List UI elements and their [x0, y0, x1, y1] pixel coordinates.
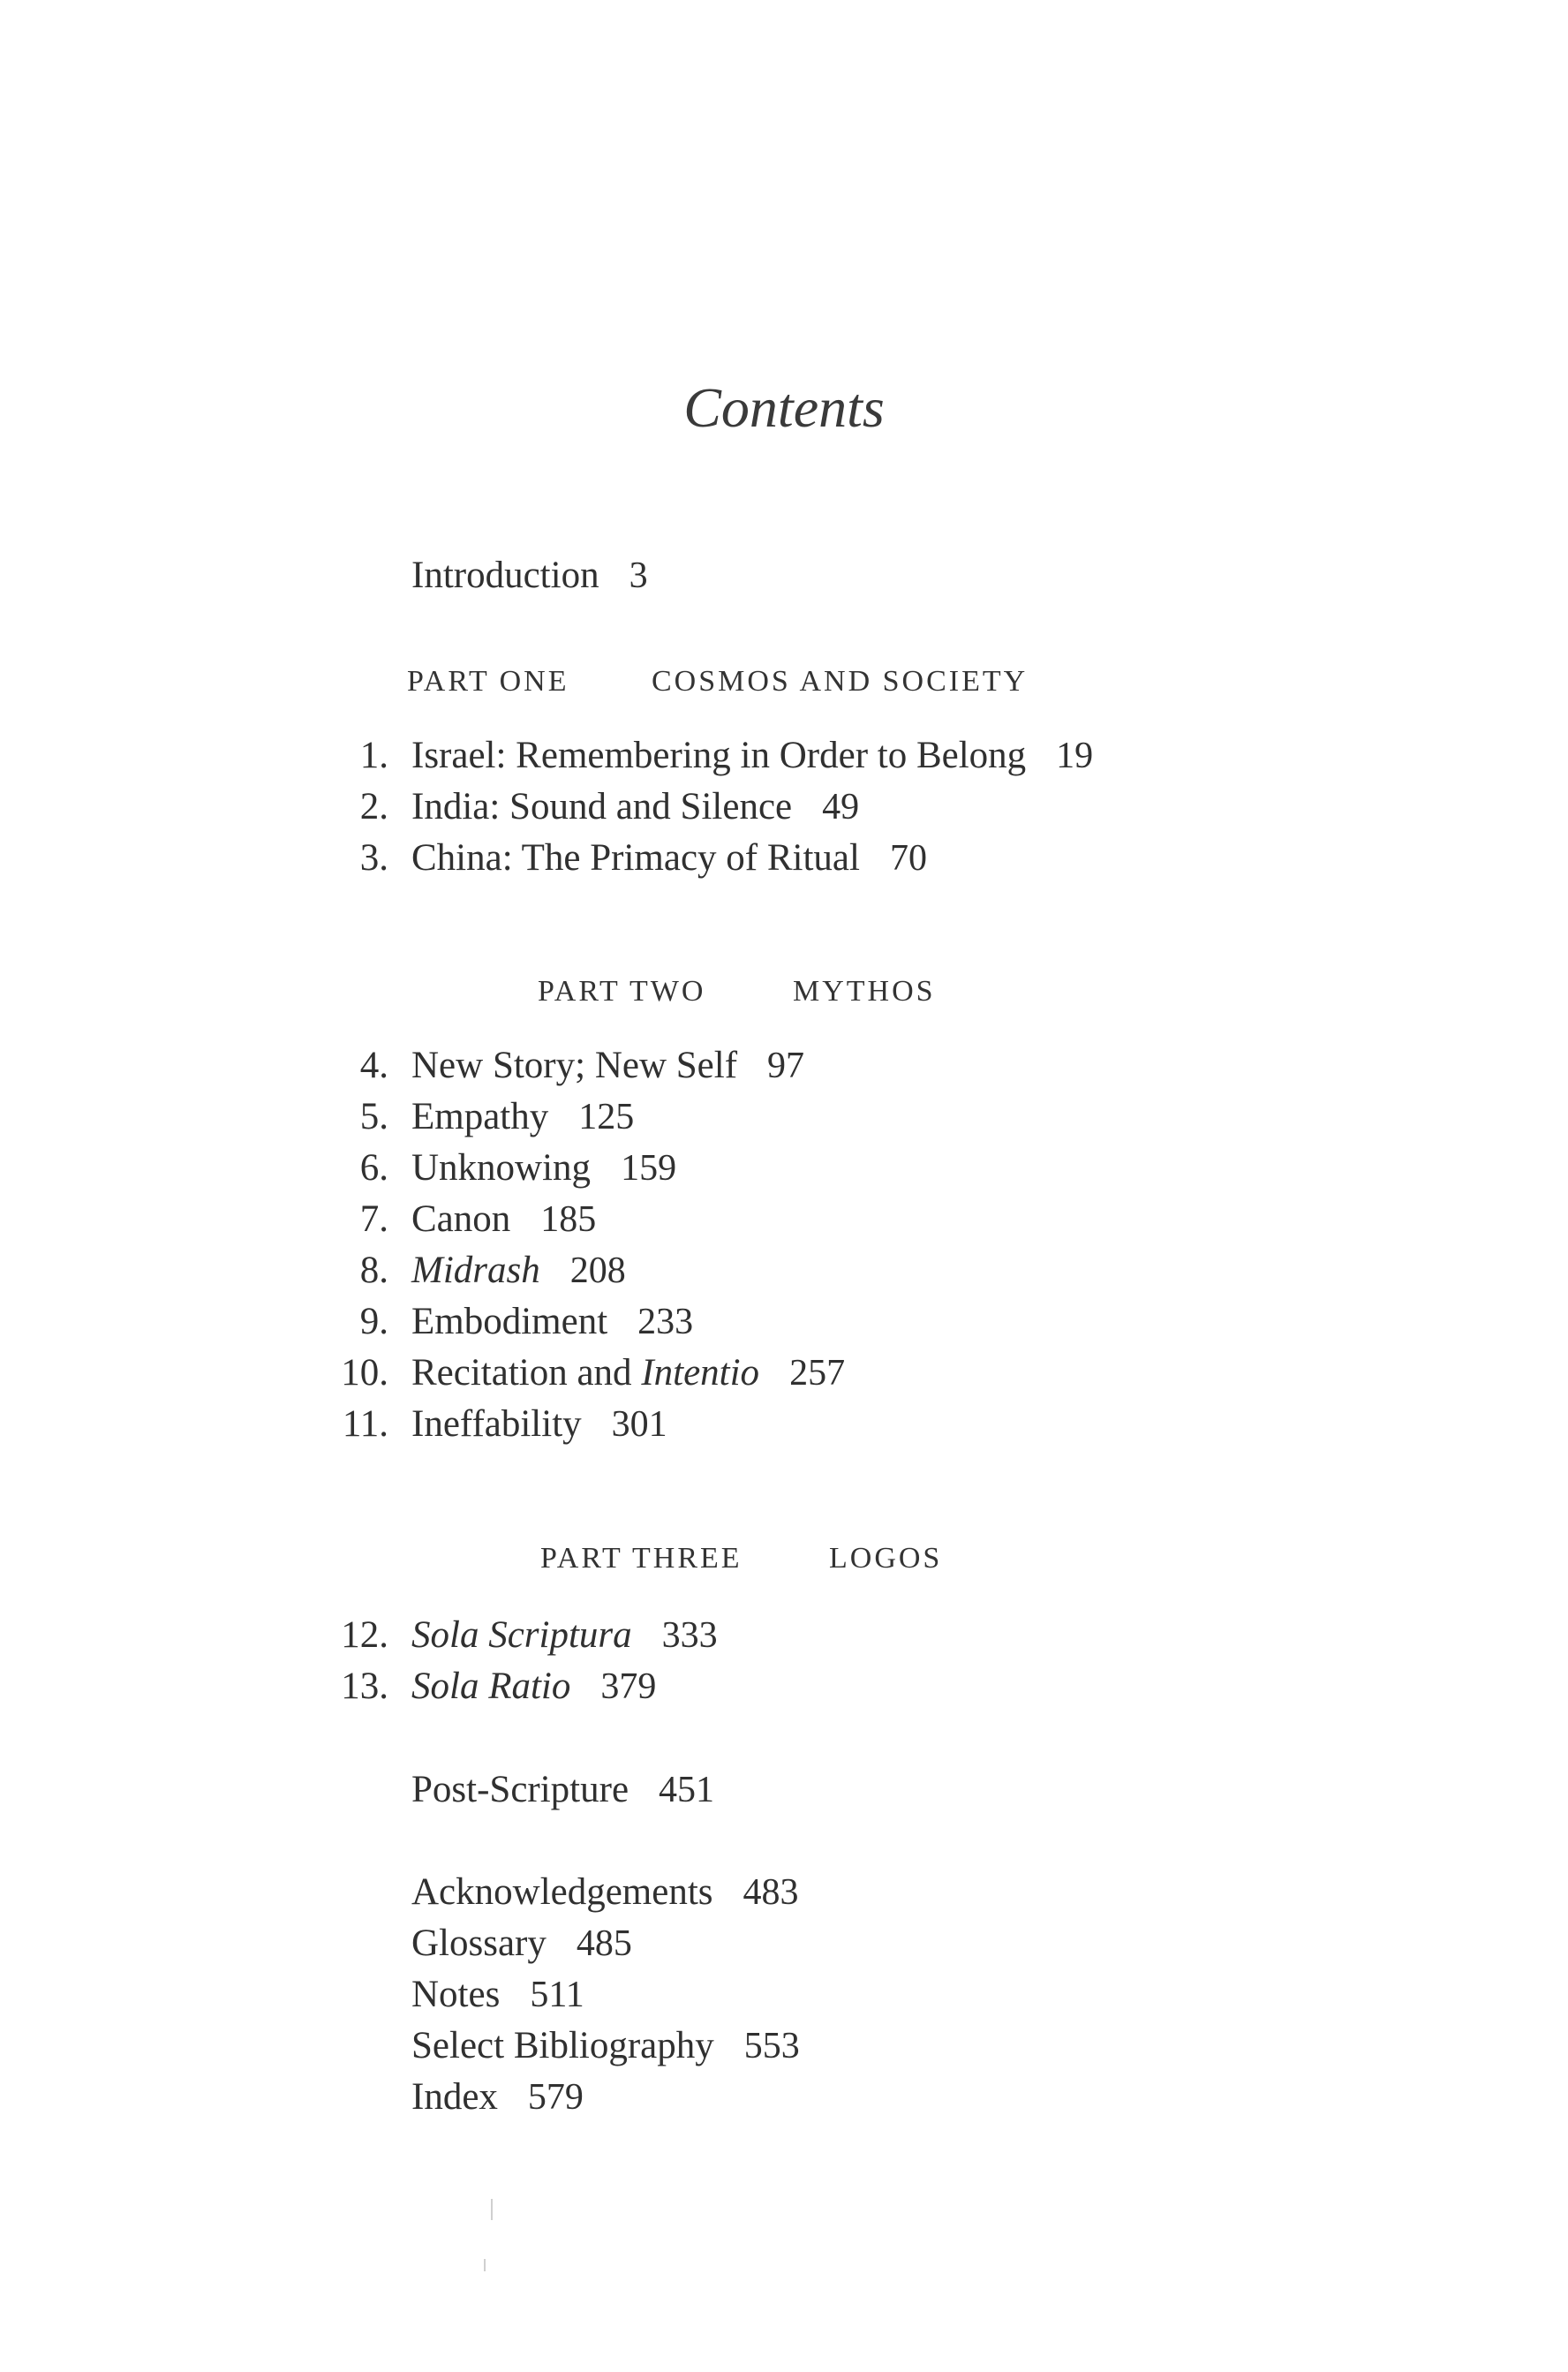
- chapter-number: 7.: [359, 1198, 388, 1240]
- toc-entry-chapter-8[interactable]: [0, 1244, 1568, 1297]
- chapter-number: 5.: [359, 1096, 388, 1137]
- toc-entry-acknowledgements[interactable]: [0, 1866, 1568, 1919]
- entry-page: 70: [889, 838, 927, 879]
- entry-page: 511: [530, 1975, 584, 2015]
- entry-title: Unknowing: [411, 1147, 592, 1189]
- entry-page: 451: [659, 1770, 715, 1810]
- part-one-heading: [0, 664, 1568, 699]
- entry-page: 485: [576, 1923, 632, 1964]
- part-two-heading: [0, 974, 1568, 1009]
- toc-entry-post-scripture[interactable]: [0, 1764, 1568, 1817]
- chapter-number: 1.: [359, 735, 388, 776]
- toc-entry-chapter-5[interactable]: [0, 1091, 1568, 1144]
- toc-entry-chapter-3[interactable]: [0, 832, 1568, 885]
- entry-page: 159: [621, 1148, 677, 1189]
- toc-entry-chapter-12[interactable]: [0, 1609, 1568, 1662]
- toc-entry-select-bibliography[interactable]: [0, 2020, 1568, 2073]
- toc-entry-chapter-9[interactable]: [0, 1296, 1568, 1348]
- entry-page: 579: [527, 2077, 584, 2118]
- toc-entry-chapter-4[interactable]: [0, 1039, 1568, 1092]
- entry-title: Empathy: [411, 1096, 549, 1137]
- part-label: PART THREE: [540, 1542, 743, 1575]
- chapter-number: 3.: [359, 837, 388, 879]
- part-label: PART TWO: [538, 975, 706, 1008]
- toc-entry-chapter-13[interactable]: [0, 1660, 1568, 1713]
- entry-title: Sola Ratio: [411, 1666, 571, 1707]
- entry-title: Post-Scripture: [411, 1769, 629, 1810]
- toc-entry-introduction[interactable]: [0, 549, 1568, 602]
- chapter-number: 13.: [341, 1666, 388, 1707]
- chapter-number: 8.: [359, 1250, 388, 1291]
- entry-page: 233: [637, 1302, 694, 1342]
- entry-title: Recitation and: [411, 1352, 642, 1394]
- entry-title-italic: Intentio: [641, 1352, 760, 1394]
- entry-title: Introduction: [411, 555, 599, 596]
- entry-page: 185: [540, 1199, 597, 1240]
- entry-page: 379: [600, 1666, 657, 1707]
- chapter-number: 11.: [342, 1403, 388, 1445]
- toc-entry-chapter-2[interactable]: [0, 781, 1568, 834]
- toc-entry-chapter-1[interactable]: [0, 729, 1568, 782]
- entry-title: Embodiment: [411, 1301, 608, 1342]
- entry-page: 49: [822, 787, 860, 827]
- entry-page: 208: [569, 1250, 626, 1291]
- toc-entry-chapter-11[interactable]: [0, 1398, 1568, 1451]
- scan-mark: [484, 2259, 486, 2271]
- part-label: PART ONE: [407, 665, 569, 698]
- entry-page: 333: [661, 1615, 718, 1656]
- scan-mark: [491, 2199, 493, 2220]
- entry-title: Midrash: [411, 1250, 540, 1291]
- toc-entry-chapter-6[interactable]: [0, 1142, 1568, 1195]
- toc-entry-index[interactable]: [0, 2071, 1568, 2124]
- entry-title: India: Sound and Silence: [411, 786, 793, 827]
- entry-page: 301: [611, 1404, 667, 1445]
- part-name: COSMOS AND SOCIETY: [652, 665, 1029, 698]
- toc-entry-chapter-7[interactable]: [0, 1193, 1568, 1246]
- chapter-number: 6.: [359, 1147, 388, 1189]
- chapter-number: 4.: [359, 1045, 388, 1086]
- entry-page: 19: [1056, 736, 1094, 776]
- entry-title: Select Bibliography: [411, 2025, 714, 2066]
- entry-page: 97: [767, 1046, 805, 1086]
- part-name: MYTHOS: [793, 975, 936, 1008]
- part-name: LOGOS: [829, 1542, 943, 1575]
- entry-page: 125: [578, 1097, 635, 1137]
- page-title: Contents: [683, 376, 885, 439]
- entry-title: Acknowledgements: [411, 1871, 713, 1913]
- entry-title: Glossary: [411, 1923, 547, 1964]
- entry-title: Sola Scriptura: [411, 1614, 632, 1656]
- chapter-number: 2.: [359, 786, 388, 827]
- entry-page: 483: [743, 1872, 799, 1913]
- entry-title: Index: [411, 2076, 498, 2118]
- toc-entry-glossary[interactable]: [0, 1917, 1568, 1970]
- part-three-heading: [0, 1541, 1568, 1576]
- entry-page: 257: [789, 1353, 846, 1394]
- entry-title: Canon: [411, 1198, 511, 1240]
- entry-title: Ineffability: [411, 1403, 582, 1445]
- chapter-number: 10.: [341, 1352, 388, 1394]
- entry-page: 553: [743, 2026, 800, 2066]
- toc-entry-chapter-10[interactable]: [0, 1347, 1568, 1400]
- entry-title: New Story; New Self: [411, 1045, 738, 1086]
- chapter-number: 9.: [359, 1301, 388, 1342]
- entry-title: Israel: Remembering in Order to Belong: [411, 735, 1027, 776]
- entry-title: China: The Primacy of Ritual: [411, 837, 860, 879]
- toc-entry-notes[interactable]: [0, 1968, 1568, 2021]
- chapter-number: 12.: [341, 1614, 388, 1656]
- entry-title: Notes: [411, 1974, 501, 2015]
- entry-page: 3: [629, 555, 648, 596]
